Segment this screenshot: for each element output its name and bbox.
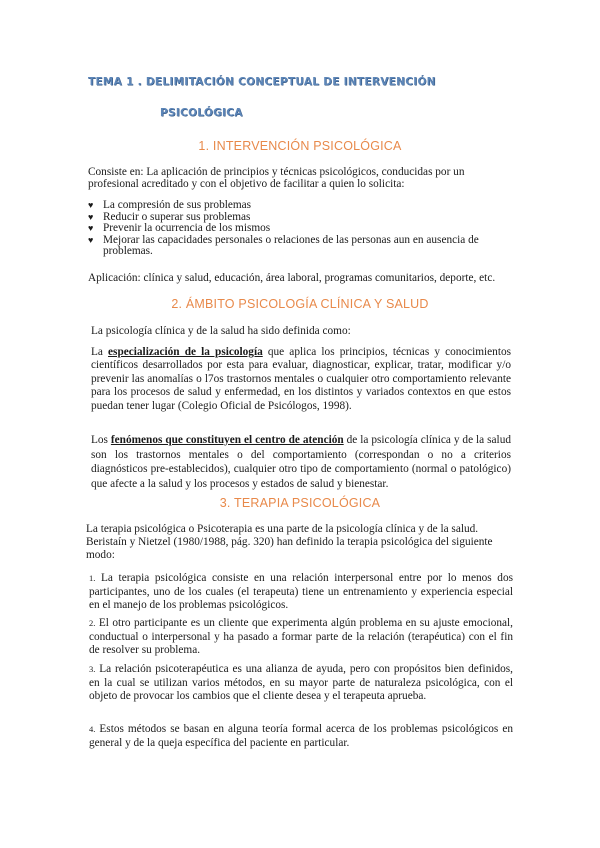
section-1-bullet-list	[88, 200, 508, 258]
section-1-heading: 1. INTERVENCIÓN PSICOLÓGICA	[198, 139, 402, 153]
section-2-intro: La psicología clínica y de la salud ha sido definida como:	[91, 325, 351, 337]
list-item: ♥ La compresión de sus problemas	[88, 199, 252, 211]
section-2-paragraph-1: La especialización de la psicología que aplica los principios, técnicas y conocimientos científicos desarrollados por esta para evaluar, diagnosticar, explicar, tratar, modificar y/o prevenir las anomalías o l7os trastornos mentales o cualquier otro comportamiento relevante para los procesos de salud y enfermedad, en los distintos y variados contextos en que estos puedan tener lugar (Colegio Oficial de Psicólogos, 1998).	[91, 346, 511, 412]
section-3-item-3: 3. La relación psicoterapéutica es una alianza de ayuda, pero con propósitos bien definidos, en la cual se utilizan varios métodos, en su mayor parte de naturaleza psicológica, con el objeto de provocar los cambios que el cliente desea y el terapeuta aprueba.	[89, 663, 513, 702]
section-1-intro: Consiste en: La aplicación de principios y técnicas psicológicos, conducidas por un profesional acreditado y con el objetivo de facilitar a quien lo solicita:	[88, 166, 465, 190]
list-item: ♥ Prevenir la ocurrencia de los mismos	[88, 222, 271, 234]
list-item: ♥ Mejorar las capacidades personales o relaciones de las personas aun en ausencia de problemas.	[88, 233, 479, 257]
document-title-line-1: TEMA 1 . DELIMITACIÓN CONCEPTUAL DE INTERVENCIÓN	[88, 76, 436, 88]
heart-bullet-icon: ♥	[88, 200, 94, 210]
section-2-paragraph-2: Los fenómenos que constituyen el centro de atención de la psicología clínica y de la salud son los trastornos mentales o del comportamiento (correspondan o no a criterios diagnósticos pre-establecidos), cualquier otro tipo de comportamiento (normal o patológico) que afecte a la salud y los procesos y estados de salud y bienestar.	[91, 434, 511, 490]
heart-bullet-icon: ♥	[88, 211, 94, 222]
section-3-item-1: 1. La terapia psicológica consiste en una relación interpersonal entre por lo menos dos participantes, uno de los cuales (el terapeuta) tiene un entrenamiento y experiencia especial en el manejo de los problemas psicológicos.	[89, 572, 513, 611]
document-title-line-2: PSICOLÓGICA	[160, 107, 243, 119]
heart-bullet-icon: ♥	[88, 234, 94, 245]
key-term: fenómenos que constituyen el centro de atención	[110, 434, 344, 446]
key-term: especialización de la psicología	[108, 346, 263, 358]
section-2-heading: 2. ÁMBITO PSICOLOGÍA CLÍNICA Y SALUD	[171, 297, 429, 311]
section-3-item-2: 2. El otro participante es un cliente que experimenta algún problema en su ajuste emocional, conductual o interpersonal y ha pasado a formar parte de la relación (terapéutica) con el fin de resolver su problema.	[89, 617, 513, 656]
section-1-application: Aplicación: clínica y salud, educación, área laboral, programas comunitarios, deporte, etc.	[88, 272, 496, 284]
section-3-item-4: 4. Estos métodos se basan en alguna teoría formal acerca de los problemas psicológicos en general y de la queja específica del paciente en particular.	[89, 723, 513, 749]
list-item: ♥ Reducir o superar sus problemas	[88, 210, 251, 223]
section-3-intro: La terapia psicológica o Psicoterapia es una parte de la psicología clínica y de la salud. Beristaín y Nietzel (1980/1988, pág. 320) han definido la terapia psicológica del siguiente modo:	[86, 523, 493, 561]
heart-bullet-icon: ♥	[88, 223, 94, 233]
section-3-heading: 3. TERAPIA PSICOLÓGICA	[219, 496, 381, 510]
